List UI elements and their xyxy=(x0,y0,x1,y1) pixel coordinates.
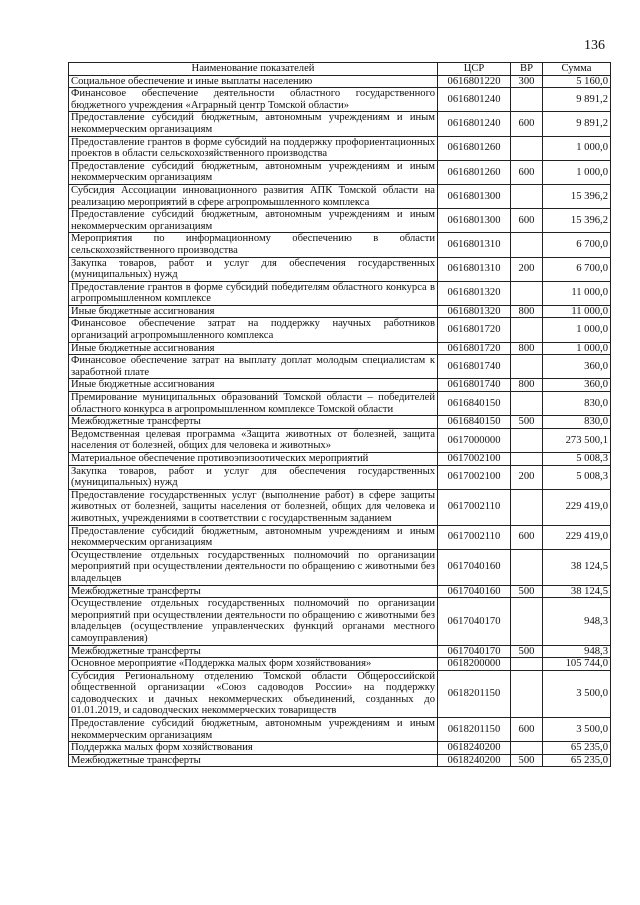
table-row xyxy=(69,658,611,671)
table-row xyxy=(69,718,611,742)
header-name: Наименование показателей xyxy=(69,63,438,76)
table-row xyxy=(69,160,611,184)
row-vr xyxy=(511,670,543,717)
row-csr: 0618201150 xyxy=(438,670,511,717)
table-row xyxy=(69,342,611,355)
row-csr: 0616801310 xyxy=(438,233,511,257)
row-csr: 0617002110 xyxy=(438,489,511,525)
row-name: Мероприятия по информационному обеспечению в области сельскохозяйственного производства xyxy=(69,233,438,257)
row-name: Межбюджетные трансферты xyxy=(69,416,438,429)
row-vr: 300 xyxy=(511,75,543,88)
row-csr: 0616840150 xyxy=(438,416,511,429)
table-row xyxy=(69,392,611,416)
row-name: Иные бюджетные ассигнования xyxy=(69,342,438,355)
row-sum: 65 235,0 xyxy=(543,742,611,755)
row-vr: 500 xyxy=(511,585,543,598)
row-sum: 830,0 xyxy=(543,392,611,416)
table-row xyxy=(69,75,611,88)
row-vr xyxy=(511,598,543,645)
table-row xyxy=(69,585,611,598)
row-sum: 9 891,2 xyxy=(543,88,611,112)
table-row xyxy=(69,281,611,305)
row-name: Финансовое обеспечение затрат на выплату доплат молодым специалистам к заработной плате xyxy=(69,355,438,379)
row-vr xyxy=(511,658,543,671)
row-name: Социальное обеспечение и иные выплаты населению xyxy=(69,75,438,88)
row-vr: 800 xyxy=(511,342,543,355)
page-number: 136 xyxy=(584,38,605,53)
row-csr: 0617040170 xyxy=(438,598,511,645)
table-row xyxy=(69,598,611,645)
table-row xyxy=(69,489,611,525)
row-name: Предоставление субсидий бюджетным, автономным учреждениям и иным некоммерческим организациям xyxy=(69,525,438,549)
row-sum: 38 124,5 xyxy=(543,585,611,598)
row-vr xyxy=(511,318,543,342)
table-row xyxy=(69,257,611,281)
row-name: Межбюджетные трансферты xyxy=(69,754,438,767)
row-csr: 0616801320 xyxy=(438,305,511,318)
row-vr: 600 xyxy=(511,160,543,184)
row-csr: 0617040170 xyxy=(438,645,511,658)
row-sum: 1 000,0 xyxy=(543,136,611,160)
row-sum: 948,3 xyxy=(543,598,611,645)
table-row xyxy=(69,209,611,233)
row-sum: 5 160,0 xyxy=(543,75,611,88)
row-csr: 0618200000 xyxy=(438,658,511,671)
row-vr: 600 xyxy=(511,112,543,136)
row-vr xyxy=(511,428,543,452)
row-sum: 273 500,1 xyxy=(543,428,611,452)
row-csr: 0616801300 xyxy=(438,184,511,208)
table-row xyxy=(69,453,611,466)
row-sum: 9 891,2 xyxy=(543,112,611,136)
row-csr: 0616801720 xyxy=(438,318,511,342)
table-row xyxy=(69,355,611,379)
row-sum: 6 700,0 xyxy=(543,257,611,281)
table-row xyxy=(69,136,611,160)
row-sum: 38 124,5 xyxy=(543,549,611,585)
row-vr: 500 xyxy=(511,754,543,767)
row-csr: 0617040160 xyxy=(438,549,511,585)
row-csr: 0616801220 xyxy=(438,75,511,88)
row-csr: 0618240200 xyxy=(438,742,511,755)
row-sum: 105 744,0 xyxy=(543,658,611,671)
row-sum: 830,0 xyxy=(543,416,611,429)
table-row xyxy=(69,88,611,112)
row-sum: 229 419,0 xyxy=(543,525,611,549)
row-csr: 0616801240 xyxy=(438,88,511,112)
row-sum: 15 396,2 xyxy=(543,184,611,208)
row-vr: 800 xyxy=(511,305,543,318)
row-csr: 0616840150 xyxy=(438,392,511,416)
row-name: Субсидия Ассоциации инновационного развития АПК Томской области на реализацию мероприятий в сфере агропромышленного комплекса xyxy=(69,184,438,208)
table-row xyxy=(69,112,611,136)
row-vr: 800 xyxy=(511,379,543,392)
table-row xyxy=(69,525,611,549)
row-name: Предоставление грантов в форме субсидий на поддержку профориентационных проектов в области сельскохозяйственного производства xyxy=(69,136,438,160)
row-name: Закупка товаров, работ и услуг для обеспечения государственных (муниципальных) нужд xyxy=(69,257,438,281)
row-name: Осуществление отдельных государственных полномочий по организации мероприятий при осуществлении деятельности по обращению с животными без владельцев xyxy=(69,549,438,585)
row-csr: 0616801300 xyxy=(438,209,511,233)
row-csr: 0617002100 xyxy=(438,465,511,489)
row-vr xyxy=(511,489,543,525)
row-vr xyxy=(511,355,543,379)
row-name: Финансовое обеспечение затрат на поддержку научных работников организаций агропромышленного комплекса xyxy=(69,318,438,342)
row-sum: 3 500,0 xyxy=(543,670,611,717)
row-name: Субсидия Региональному отделению Томской области Общероссийской общественной организации «Союз садоводов России» на поддержку садоводческих и дачных некоммерческих объединений, созданных до 01.01.2019, и садоводческих некоммерческих товариществ xyxy=(69,670,438,717)
row-name: Иные бюджетные ассигнования xyxy=(69,379,438,392)
row-csr: 0616801260 xyxy=(438,160,511,184)
table-header-row xyxy=(69,63,611,76)
row-sum: 3 500,0 xyxy=(543,718,611,742)
row-name: Межбюджетные трансферты xyxy=(69,645,438,658)
budget-table xyxy=(68,62,611,767)
table-row xyxy=(69,184,611,208)
row-csr: 0616801260 xyxy=(438,136,511,160)
row-csr: 0618240200 xyxy=(438,754,511,767)
row-vr: 600 xyxy=(511,718,543,742)
row-csr: 0617000000 xyxy=(438,428,511,452)
row-vr xyxy=(511,742,543,755)
row-csr: 0616801310 xyxy=(438,257,511,281)
row-name: Основное мероприятие «Поддержка малых форм хозяйствования» xyxy=(69,658,438,671)
row-vr: 500 xyxy=(511,416,543,429)
row-name: Финансовое обеспечение деятельности областного государственного бюджетного учреждения «Аграрный центр Томской области» xyxy=(69,88,438,112)
table-row xyxy=(69,379,611,392)
row-name: Предоставление государственных услуг (выполнение работ) в сфере защиты животных от болезней, защиты населения от болезней, общих для человека и животных, учреждениями в соответствии с государственным заданием xyxy=(69,489,438,525)
row-csr: 0618201150 xyxy=(438,718,511,742)
row-vr xyxy=(511,136,543,160)
row-name: Предоставление субсидий бюджетным, автономным учреждениям и иным некоммерческим организациям xyxy=(69,160,438,184)
row-vr: 200 xyxy=(511,257,543,281)
row-csr: 0617040160 xyxy=(438,585,511,598)
row-vr: 200 xyxy=(511,465,543,489)
header-sum: Сумма xyxy=(543,63,611,76)
row-vr xyxy=(511,453,543,466)
row-name: Предоставление грантов в форме субсидий победителям областного конкурса в агропромышленном комплексе xyxy=(69,281,438,305)
row-vr xyxy=(511,184,543,208)
row-vr xyxy=(511,233,543,257)
row-name: Иные бюджетные ассигнования xyxy=(69,305,438,318)
row-sum: 65 235,0 xyxy=(543,754,611,767)
row-name: Закупка товаров, работ и услуг для обеспечения государственных (муниципальных) нужд xyxy=(69,465,438,489)
row-vr: 600 xyxy=(511,209,543,233)
row-sum: 229 419,0 xyxy=(543,489,611,525)
row-csr: 0617002110 xyxy=(438,525,511,549)
row-sum: 11 000,0 xyxy=(543,281,611,305)
table-row xyxy=(69,465,611,489)
row-csr: 0616801740 xyxy=(438,355,511,379)
row-vr xyxy=(511,549,543,585)
row-sum: 1 000,0 xyxy=(543,318,611,342)
row-sum: 360,0 xyxy=(543,355,611,379)
row-name: Премирование муниципальных образований Томской области – победителей областного конкурса в агропромышленном комплексе Томской области xyxy=(69,392,438,416)
table-row xyxy=(69,645,611,658)
row-sum: 11 000,0 xyxy=(543,305,611,318)
row-name: Материальное обеспечение противоэпизоотических мероприятий xyxy=(69,453,438,466)
table-row xyxy=(69,549,611,585)
row-csr: 0616801320 xyxy=(438,281,511,305)
row-sum: 15 396,2 xyxy=(543,209,611,233)
row-sum: 360,0 xyxy=(543,379,611,392)
row-name: Предоставление субсидий бюджетным, автономным учреждениям и иным некоммерческим организациям xyxy=(69,718,438,742)
row-sum: 5 008,3 xyxy=(543,453,611,466)
table-row xyxy=(69,670,611,717)
row-vr: 500 xyxy=(511,645,543,658)
row-vr xyxy=(511,88,543,112)
row-name: Межбюджетные трансферты xyxy=(69,585,438,598)
row-vr: 600 xyxy=(511,525,543,549)
table-row xyxy=(69,305,611,318)
header-csr: ЦСР xyxy=(438,63,511,76)
row-csr: 0616801240 xyxy=(438,112,511,136)
row-csr: 0616801740 xyxy=(438,379,511,392)
table-row xyxy=(69,754,611,767)
row-csr: 0617002100 xyxy=(438,453,511,466)
row-csr: 0616801720 xyxy=(438,342,511,355)
row-sum: 6 700,0 xyxy=(543,233,611,257)
row-name: Предоставление субсидий бюджетным, автономным учреждениям и иным некоммерческим организациям xyxy=(69,112,438,136)
row-name: Осуществление отдельных государственных полномочий по организации мероприятий при осуществлении деятельности по обращению с животными без владельцев (осуществление управленческих функций органами местного самоуправления) xyxy=(69,598,438,645)
row-vr xyxy=(511,392,543,416)
table-row xyxy=(69,233,611,257)
table-row xyxy=(69,416,611,429)
table-row xyxy=(69,428,611,452)
row-name: Поддержка малых форм хозяйствования xyxy=(69,742,438,755)
row-sum: 5 008,3 xyxy=(543,465,611,489)
table-row xyxy=(69,318,611,342)
row-name: Предоставление субсидий бюджетным, автономным учреждениям и иным некоммерческим организациям xyxy=(69,209,438,233)
row-sum: 1 000,0 xyxy=(543,160,611,184)
row-vr xyxy=(511,281,543,305)
header-vr: ВР xyxy=(511,63,543,76)
row-sum: 1 000,0 xyxy=(543,342,611,355)
table-row xyxy=(69,742,611,755)
row-sum: 948,3 xyxy=(543,645,611,658)
row-name: Ведомственная целевая программа «Защита животных от болезней, защита населения от болезней, общих для человека и животных» xyxy=(69,428,438,452)
